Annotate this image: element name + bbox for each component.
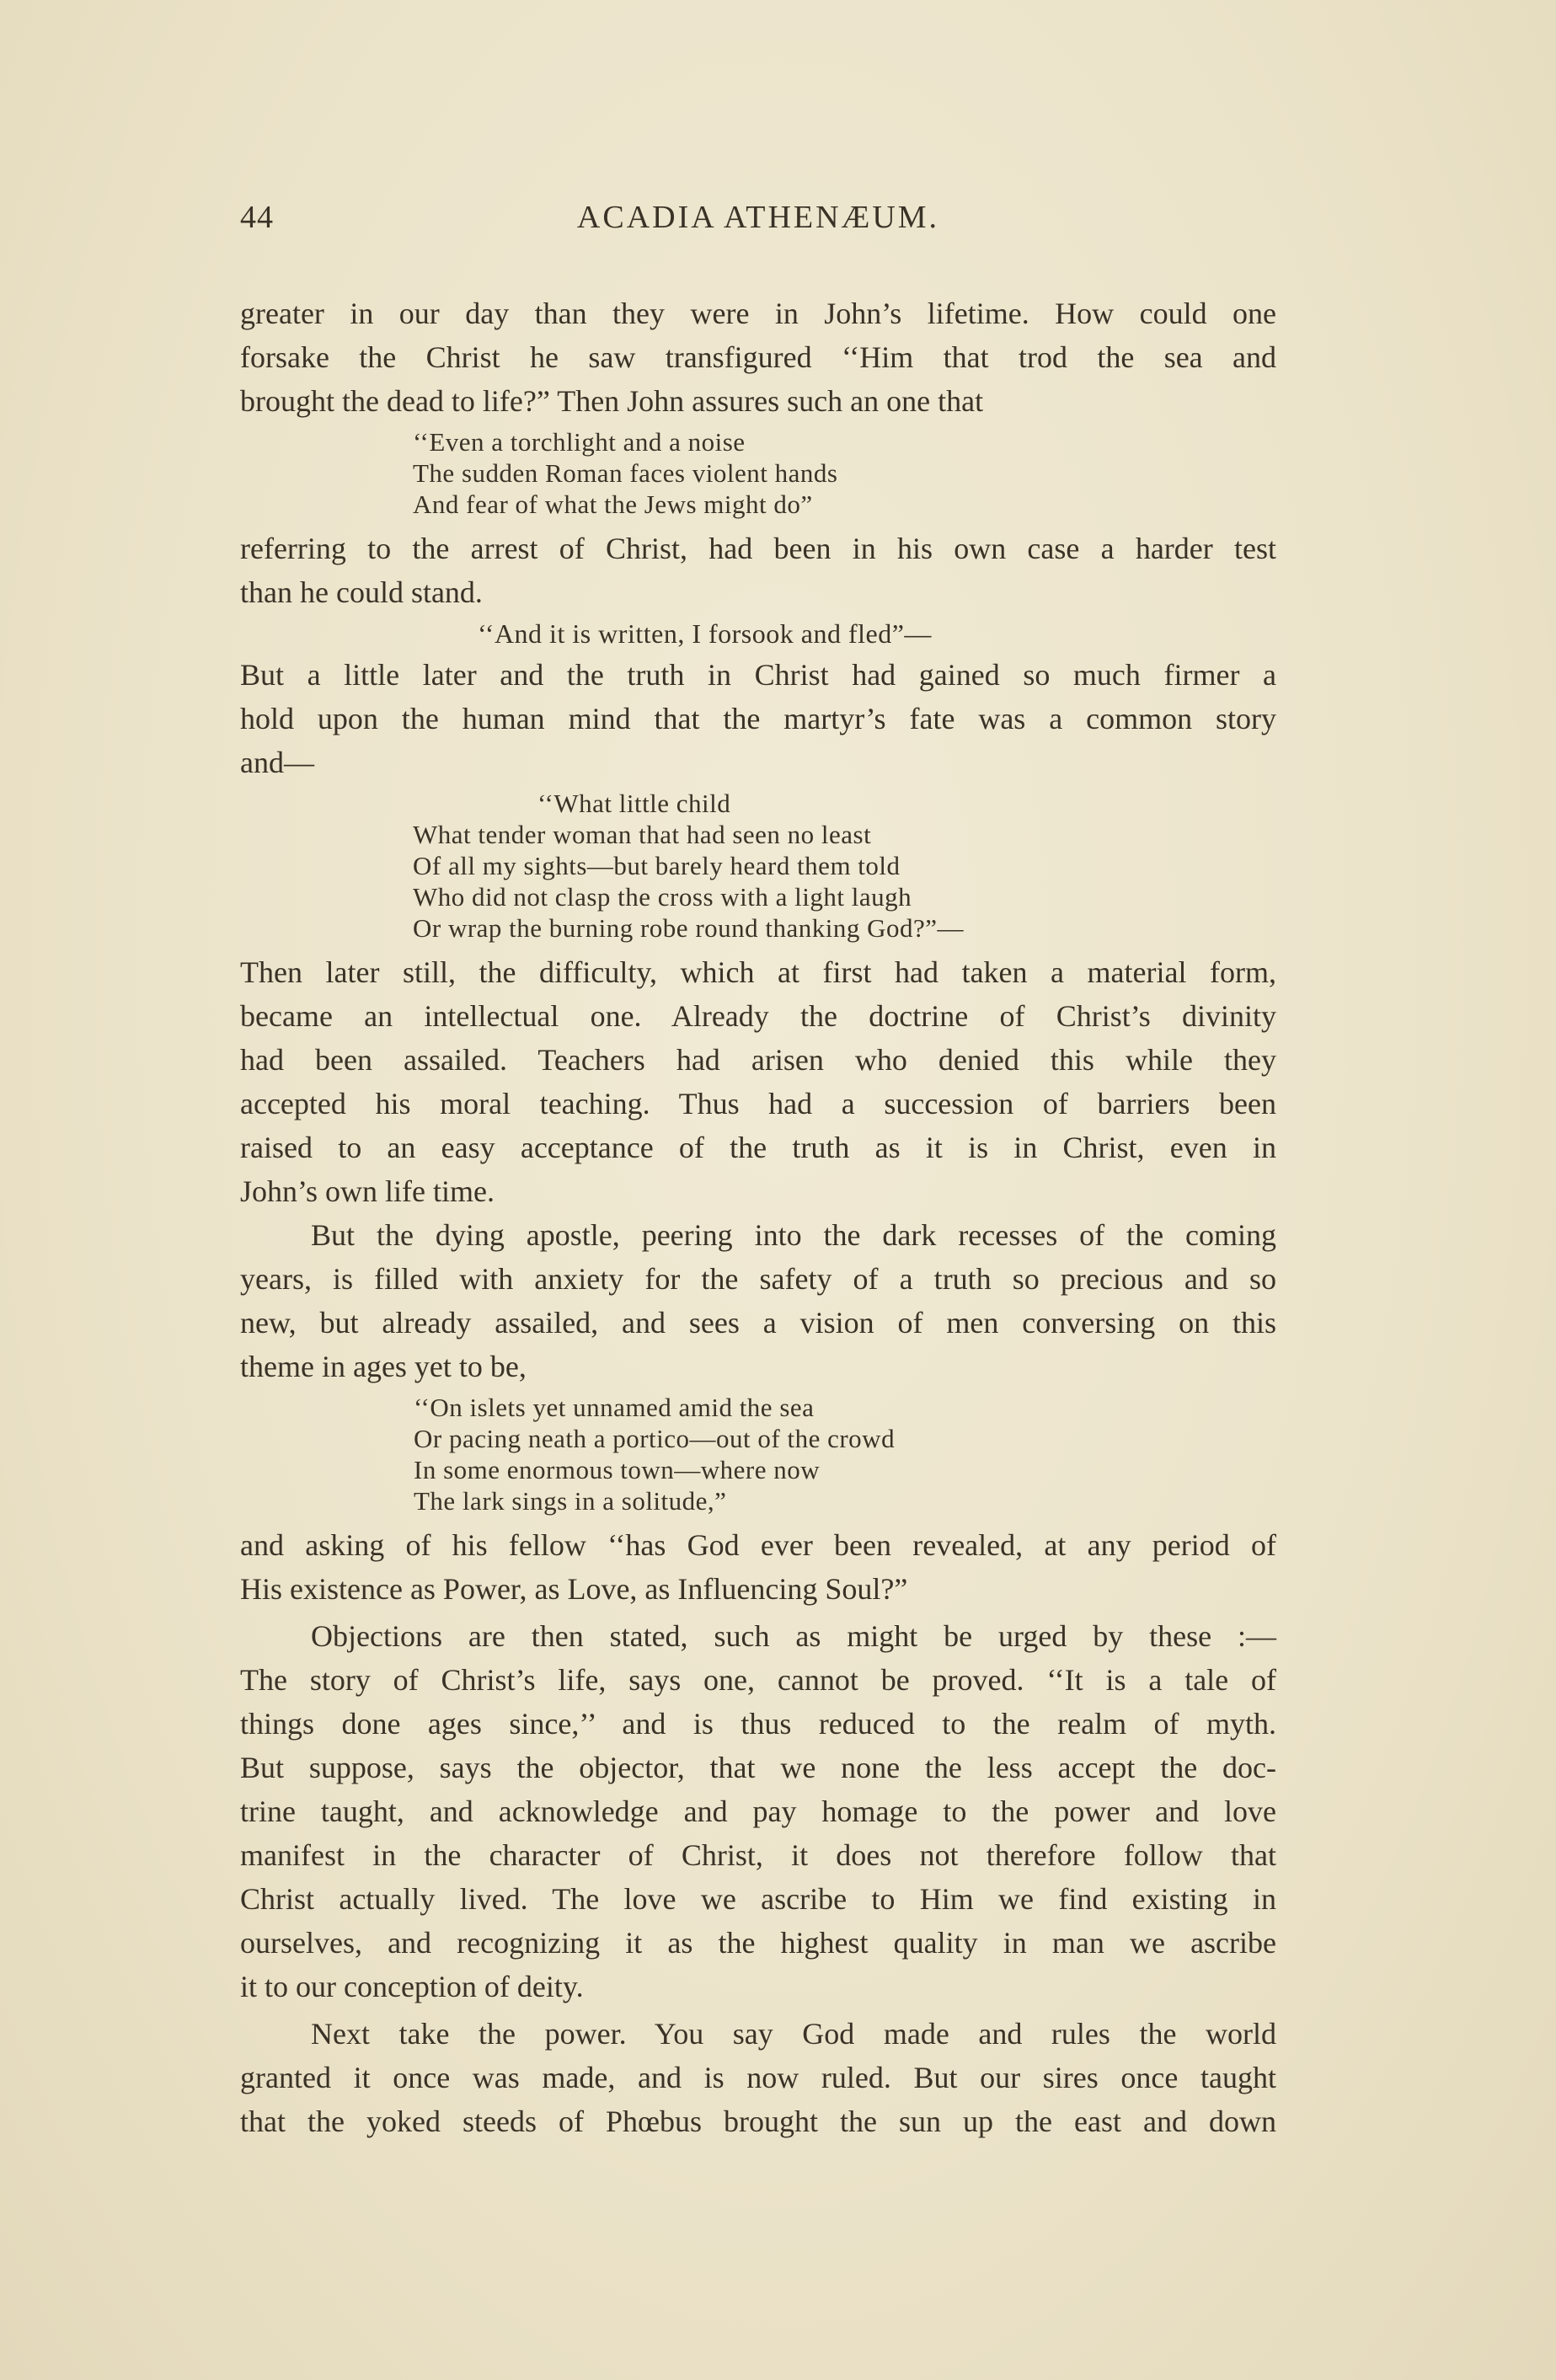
text-line: His existence as Power, as Love, as Influencing Soul?” xyxy=(240,1572,908,1606)
page-header xyxy=(240,199,1276,249)
text-line: Objections are then stated, such as might be urged by these :— xyxy=(311,1619,1276,1653)
text-line: years, is filled with anxiety for the safety of a truth so precious and so xyxy=(240,1262,1276,1296)
text-line: greater in our day than they were in John’s lifetime. How could one xyxy=(240,297,1276,330)
text-line: things done ages since,’’ and is thus reduced to the realm of myth. xyxy=(240,1707,1276,1741)
text-line: new, but already assailed, and sees a vision of men conversing on this xyxy=(240,1306,1276,1340)
text-line: theme in ages yet to be, xyxy=(240,1350,527,1383)
verse-line: Or pacing neath a portico—out of the crowd xyxy=(414,1424,896,1453)
quoted-line: ‘‘And it is written, I forsook and fled”— xyxy=(478,618,932,649)
text-line: granted it once was made, and is now ruled. But our sires once taught xyxy=(240,2061,1276,2094)
verse-line: And fear of what the Jews might do” xyxy=(413,489,813,519)
text-line: ourselves, and recognizing it as the highest quality in man we ascribe xyxy=(240,1926,1276,1960)
verse-quotation xyxy=(240,426,1276,520)
verse-quotation xyxy=(240,1392,1276,1516)
verse-line: Who did not clasp the cross with a light laugh xyxy=(413,882,912,912)
text-line: that the yoked steeds of Phœbus brought the sun up the east and down xyxy=(240,2105,1276,2138)
text-line: trine taught, and acknowledge and pay homage to the power and love xyxy=(240,1794,1276,1828)
text-line: referring to the arrest of Christ, had been in his own case a harder test xyxy=(240,532,1276,565)
verse-line: In some enormous town—where now xyxy=(414,1455,821,1484)
verse-line: Of all my sights—but barely heard them told xyxy=(413,851,901,880)
text-line: Next take the power. You say God made and rules the world xyxy=(311,2017,1276,2051)
text-line: and asking of his fellow ‘‘has God ever been revealed, at any period of xyxy=(240,1528,1276,1562)
text-line: and— xyxy=(240,746,314,779)
running-title: ACADIA ATHENÆUM. xyxy=(576,200,940,235)
verse-quotation xyxy=(240,788,1276,944)
text-line: But the dying apostle, peering into the dark recesses of the coming xyxy=(311,1218,1276,1252)
verse-line: The sudden Roman faces violent hands xyxy=(413,458,838,488)
text-line: hold upon the human mind that the martyr’s fate was a common story xyxy=(240,702,1276,735)
verse-line: ‘‘Even a torchlight and a noise xyxy=(413,427,746,457)
page-number: 44 xyxy=(240,200,274,235)
text-line: raised to an easy acceptance of the truth as it is in Christ, even in xyxy=(240,1131,1276,1164)
text-line: it to our conception of deity. xyxy=(240,1970,584,2003)
article-body xyxy=(240,291,1276,2143)
text-line: forsake the Christ he saw transfigured ‘‘Him that trod the sea and xyxy=(240,340,1276,374)
text-line: brought the dead to life?” Then John assures such an one that xyxy=(240,384,984,418)
verse-line: Or wrap the burning robe round thanking God?”— xyxy=(413,913,965,943)
verse-line: What tender woman that had seen no least xyxy=(413,820,872,849)
text-line: accepted his moral teaching. Thus had a succession of barriers been xyxy=(240,1087,1276,1120)
text-line: Then later still, the difficulty, which at first had taken a material form, xyxy=(240,955,1276,989)
text-line: had been assailed. Teachers had arisen who denied this while they xyxy=(240,1043,1276,1077)
text-line: Christ actually lived. The love we ascribe to Him we find existing in xyxy=(240,1882,1276,1916)
verse-line: The lark sings in a solitude,” xyxy=(414,1486,727,1516)
verse-line: ‘‘On islets yet unnamed amid the sea xyxy=(414,1393,815,1422)
text-line: John’s own life time. xyxy=(240,1174,495,1208)
text-line: But suppose, says the objector, that we none the less accept the doc- xyxy=(240,1751,1276,1784)
text-line: The story of Christ’s life, says one, cannot be proved. ‘‘It is a tale of xyxy=(240,1663,1276,1697)
text-line: But a little later and the truth in Christ had gained so much firmer a xyxy=(240,658,1276,692)
text-line: than he could stand. xyxy=(240,575,483,609)
text-line: manifest in the character of Christ, it does not therefore follow that xyxy=(240,1838,1276,1872)
verse-line: ‘‘What little child xyxy=(537,789,731,818)
text-line: became an intellectual one. Already the doctrine of Christ’s divinity xyxy=(240,999,1276,1033)
